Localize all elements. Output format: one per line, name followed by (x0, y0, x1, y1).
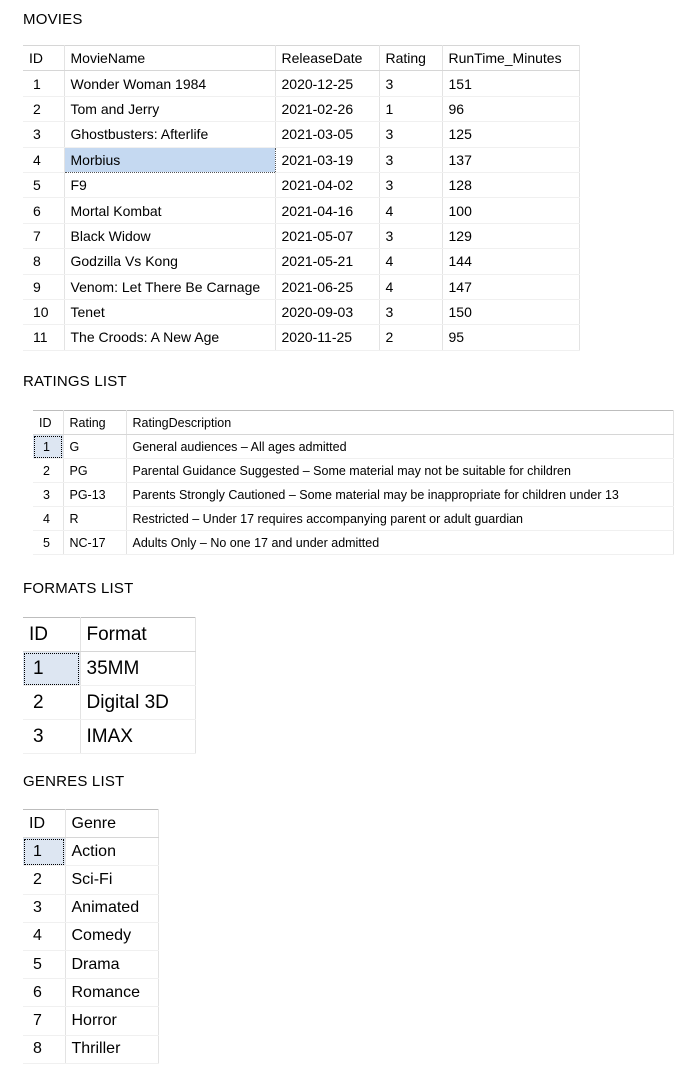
ratings-heading: RATINGS LIST (23, 373, 127, 390)
column-header[interactable]: Genre (65, 810, 158, 838)
table-cell[interactable]: 2021-06-25 (275, 274, 379, 299)
table-cell[interactable]: 10 (23, 299, 64, 324)
genres-heading: GENRES LIST (23, 773, 125, 790)
table-row[interactable] (23, 325, 579, 350)
table-cell[interactable]: 3 (379, 147, 442, 172)
table-cell[interactable]: Ghostbusters: Afterlife (64, 122, 275, 147)
table-cell[interactable]: 5 (23, 950, 65, 978)
table-cell[interactable]: Morbius (64, 147, 275, 172)
table-cell[interactable]: 151 (442, 71, 579, 96)
column-header[interactable]: ID (23, 618, 80, 652)
table-row[interactable] (23, 950, 158, 978)
table-cell[interactable]: 1 (23, 838, 65, 866)
table-cell[interactable]: 6 (23, 198, 64, 223)
table-cell[interactable]: 3 (379, 71, 442, 96)
column-header[interactable]: RatingDescription (126, 411, 673, 435)
table-cell[interactable]: PG-13 (63, 483, 126, 507)
table-cell[interactable]: Black Widow (64, 223, 275, 248)
table-cell[interactable]: 3 (379, 122, 442, 147)
table-cell[interactable]: 5 (33, 531, 63, 555)
table-row[interactable] (23, 299, 579, 324)
table-cell[interactable]: Tom and Jerry (64, 96, 275, 121)
table-cell[interactable]: 2 (23, 96, 64, 121)
table-cell[interactable]: 2020-09-03 (275, 299, 379, 324)
table-cell[interactable]: 2021-04-16 (275, 198, 379, 223)
column-header[interactable]: Rating (63, 411, 126, 435)
table-cell[interactable]: 4 (23, 147, 64, 172)
table-row[interactable] (23, 979, 158, 1007)
table-row[interactable] (23, 122, 579, 147)
table-cell[interactable]: Action (65, 838, 158, 866)
table-cell[interactable]: Adults Only – No one 17 and under admitted (126, 531, 673, 555)
table-row[interactable] (23, 720, 195, 754)
table-row[interactable] (23, 172, 579, 197)
table-cell[interactable]: 147 (442, 274, 579, 299)
table-cell[interactable]: 4 (33, 507, 63, 531)
table-row[interactable] (33, 531, 673, 555)
table-cell[interactable]: 100 (442, 198, 579, 223)
table-cell[interactable]: Thriller (65, 1035, 158, 1063)
table-cell[interactable]: R (63, 507, 126, 531)
table-cell[interactable]: 7 (23, 223, 64, 248)
table-cell[interactable]: Tenet (64, 299, 275, 324)
table-cell[interactable]: 2021-03-05 (275, 122, 379, 147)
table-cell[interactable]: 35MM (80, 652, 195, 686)
table-cell[interactable]: 2021-05-21 (275, 249, 379, 274)
table-cell[interactable]: Godzilla Vs Kong (64, 249, 275, 274)
table-cell[interactable]: Horror (65, 1007, 158, 1035)
column-header[interactable]: ID (33, 411, 63, 435)
table-cell[interactable]: 144 (442, 249, 579, 274)
table-cell[interactable]: 1 (379, 96, 442, 121)
table-cell[interactable]: Animated (65, 894, 158, 922)
table-cell[interactable]: The Croods: A New Age (64, 325, 275, 350)
table-row[interactable] (33, 435, 673, 459)
table-cell[interactable]: Wonder Woman 1984 (64, 71, 275, 96)
table-cell[interactable]: 2 (23, 866, 65, 894)
table-row[interactable] (23, 838, 158, 866)
table-row[interactable] (23, 652, 195, 686)
table-cell[interactable]: 2020-12-25 (275, 71, 379, 96)
column-header[interactable]: ReleaseDate (275, 46, 379, 71)
table-cell[interactable]: 4 (379, 249, 442, 274)
table-cell[interactable]: Sci-Fi (65, 866, 158, 894)
table-cell[interactable]: 7 (23, 1007, 65, 1035)
column-header[interactable]: ID (23, 46, 64, 71)
table-cell[interactable]: 2021-02-26 (275, 96, 379, 121)
table-cell[interactable]: 2021-05-07 (275, 223, 379, 248)
table-row[interactable] (23, 223, 579, 248)
table-cell[interactable]: Mortal Kombat (64, 198, 275, 223)
table-cell[interactable]: 11 (23, 325, 64, 350)
table-row[interactable] (23, 1007, 158, 1035)
table-cell[interactable]: 3 (23, 894, 65, 922)
header-row (23, 46, 579, 71)
table-cell[interactable]: 6 (23, 979, 65, 1007)
table-cell[interactable]: 3 (379, 223, 442, 248)
table-row[interactable] (33, 459, 673, 483)
table-cell[interactable]: 2021-04-02 (275, 172, 379, 197)
table-cell[interactable]: 2020-11-25 (275, 325, 379, 350)
table-cell[interactable]: IMAX (80, 720, 195, 754)
column-header[interactable]: MovieName (64, 46, 275, 71)
genres-grid[interactable] (23, 809, 159, 1064)
table-cell[interactable]: 125 (442, 122, 579, 147)
table-cell[interactable]: 95 (442, 325, 579, 350)
column-header[interactable]: Format (80, 618, 195, 652)
table-cell[interactable]: 4 (379, 198, 442, 223)
table-cell[interactable]: Comedy (65, 922, 158, 950)
column-header[interactable]: RunTime_Minutes (442, 46, 579, 71)
table-cell[interactable]: Drama (65, 950, 158, 978)
table-cell[interactable]: 2 (379, 325, 442, 350)
table-cell[interactable]: 3 (379, 172, 442, 197)
column-header[interactable]: ID (23, 810, 65, 838)
table-row[interactable] (23, 922, 158, 950)
header-row (23, 618, 195, 652)
table-row[interactable] (23, 96, 579, 121)
header-row (33, 411, 673, 435)
table-row[interactable] (23, 866, 158, 894)
table-cell[interactable]: PG (63, 459, 126, 483)
table-cell[interactable]: 9 (23, 274, 64, 299)
table-row[interactable] (23, 1035, 158, 1063)
table-row[interactable] (23, 686, 195, 720)
table-cell[interactable]: Parental Guidance Suggested – Some material may not be suitable for children (126, 459, 673, 483)
table-cell[interactable]: 2 (23, 686, 80, 720)
table-cell[interactable]: 3 (23, 720, 80, 754)
table-row[interactable] (33, 483, 673, 507)
table-cell[interactable]: Restricted – Under 17 requires accompanying parent or adult guardian (126, 507, 673, 531)
movies-heading: MOVIES (23, 11, 83, 28)
formats-grid[interactable] (23, 617, 196, 754)
formats-heading: FORMATS LIST (23, 580, 134, 597)
table-cell[interactable]: 150 (442, 299, 579, 324)
table-cell[interactable]: F9 (64, 172, 275, 197)
header-row (23, 810, 158, 838)
table-cell[interactable]: G (63, 435, 126, 459)
movies-grid[interactable] (23, 45, 580, 351)
table-cell[interactable]: 8 (23, 1035, 65, 1063)
table-cell[interactable]: 1 (23, 652, 80, 686)
table-row[interactable] (23, 147, 579, 172)
table-cell[interactable]: 128 (442, 172, 579, 197)
table-cell[interactable]: 8 (23, 249, 64, 274)
table-row[interactable] (33, 507, 673, 531)
table-cell[interactable]: 4 (23, 922, 65, 950)
table-cell[interactable]: 3 (33, 483, 63, 507)
table-row[interactable] (23, 198, 579, 223)
table-row[interactable] (23, 249, 579, 274)
table-cell[interactable]: Parents Strongly Cautioned – Some material may be inappropriate for children under 13 (126, 483, 673, 507)
table-cell[interactable]: General audiences – All ages admitted (126, 435, 673, 459)
table-cell[interactable]: 137 (442, 147, 579, 172)
table-cell[interactable]: 4 (379, 274, 442, 299)
table-row[interactable] (23, 71, 579, 96)
table-cell[interactable]: Digital 3D (80, 686, 195, 720)
table-cell[interactable]: NC-17 (63, 531, 126, 555)
column-header[interactable]: Rating (379, 46, 442, 71)
table-cell[interactable]: 1 (33, 435, 63, 459)
table-cell[interactable]: Romance (65, 979, 158, 1007)
table-row[interactable] (23, 274, 579, 299)
table-cell[interactable]: Venom: Let There Be Carnage (64, 274, 275, 299)
table-cell[interactable]: 96 (442, 96, 579, 121)
table-cell[interactable]: 3 (23, 122, 64, 147)
table-row[interactable] (23, 894, 158, 922)
table-cell[interactable]: 129 (442, 223, 579, 248)
table-cell[interactable]: 3 (379, 299, 442, 324)
table-cell[interactable]: 2021-03-19 (275, 147, 379, 172)
ratings-grid[interactable] (33, 410, 674, 555)
table-cell[interactable]: 5 (23, 172, 64, 197)
table-cell[interactable]: 1 (23, 71, 64, 96)
table-cell[interactable]: 2 (33, 459, 63, 483)
